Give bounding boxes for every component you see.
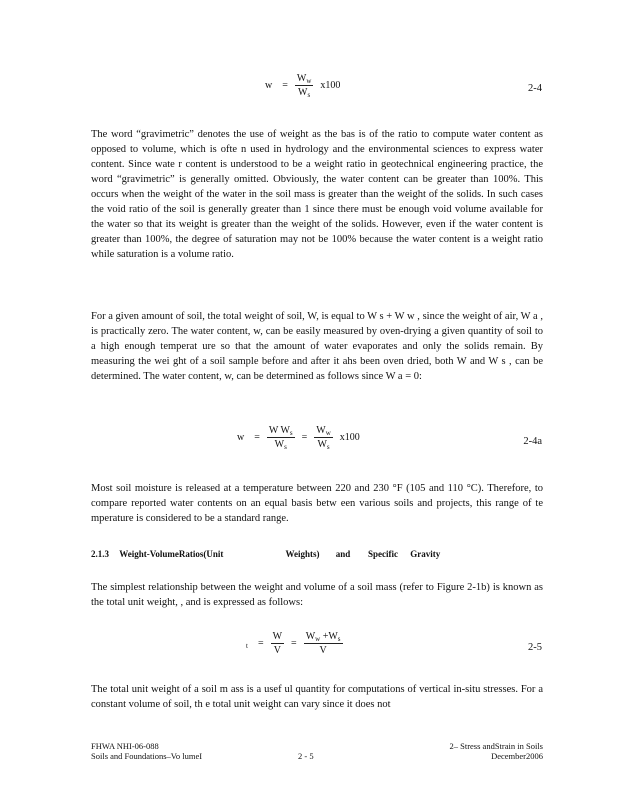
footer-page-number: 2 - 5 bbox=[298, 751, 314, 761]
eq-lhs: w bbox=[265, 80, 273, 91]
equation-number: 2-5 bbox=[528, 642, 542, 653]
paragraph-total-unit-weight: The total unit weight of a soil m ass is a usef ul quantity for computations of vertical in-situ stresses. For a constant volume of soil, th e total unit weight can vary since it does not bbox=[91, 684, 543, 710]
eq-fraction: $\frac{W W_s}{W_s}$ bbox=[268, 425, 293, 451]
paragraph-gravimetric: The word “gravimetric” denotes the use of weight as the bas is of the ratio to compute water content as opposed to volume, which is ofte n used in hydrology and the environmental sciences to express water content. Since wate r content is understood to be a weight ratio in geotechnical engineering practice, the word “gravimetric” is generally omitted. Obviously, the water content can be greater than 100%. This occurs when the weight of the water in the soil mass is greater than the weight of the solids. In such cases the void ratio of the soil is generally greater than 1 since there must be enough void volume available for the water so that its weight is greater than the weight of the solids. However, even if the water content is greater than 100%, the degree of saturation may not be 100% because the water content is a weight ratio while saturation is a volume ratio. bbox=[91, 129, 543, 260]
eq-fraction: $\frac{W_w}{W_s}$ bbox=[316, 425, 331, 451]
footer-right: 2– Stress andStrain in Soils December2006 bbox=[449, 741, 543, 761]
eq-multiplier: x100 bbox=[320, 80, 341, 91]
paragraph-soil-moisture: Most soil moisture is released at a temperature between 220 and 230 °F (105 and 110 °C). Therefore, to compare reported water contents on an equal basis betw een various soils and projects, this range of te mperature is considered to be a standard range. bbox=[91, 483, 543, 524]
equation-number: 2-4 bbox=[528, 83, 542, 94]
eq-fraction: $\frac{W}{V}$ bbox=[272, 631, 283, 656]
eq-fraction: $\frac{W_w}{W_s}$ bbox=[296, 73, 312, 99]
footer-left: FHWA NHI-06-088 Soils and Foundations–Vo lumeI bbox=[91, 741, 203, 761]
equation-2-4a: w = $\frac{W W_s}{W_s}$ = $\frac{W_w}{W_s}$ x100 bbox=[237, 425, 360, 451]
equation-2-5: $_t$ = $\frac{W}{V}$ = $\frac{W_w +W_s}{V}$ bbox=[246, 631, 341, 656]
eq-fraction: $\frac{W_w +W_s}{V}$ bbox=[305, 631, 341, 656]
equation-2-4 bbox=[262, 73, 562, 107]
paragraph-total-weight: For a given amount of soil, the total weight of soil, W, is equal to W s + W w , since the weight of air, W a , is practically zero. The water content, w, can be easily measured by oven-drying a given quantity of soil to a high enough temperat ure so that the amount of water evaporates and only the solids remain. By measuring the wei ght of a soil sample before and after it ahs been oven dried, both W and W s , can be determined. The water content, w, can be determined as follows since W a = 0: bbox=[91, 311, 543, 382]
section-heading: 2.1.3 Weight-VolumeRatios(Unit Weights) and Specific Gravity bbox=[91, 549, 441, 559]
paragraph-unit-weight: The simplest relationship between the weight and volume of a soil mass (refer to Figure 2-1b) is known as the total unit weight, , and is expressed as follows: bbox=[91, 582, 543, 608]
equation-number: 2-4a bbox=[523, 436, 542, 447]
eq-equals: = bbox=[282, 80, 288, 91]
